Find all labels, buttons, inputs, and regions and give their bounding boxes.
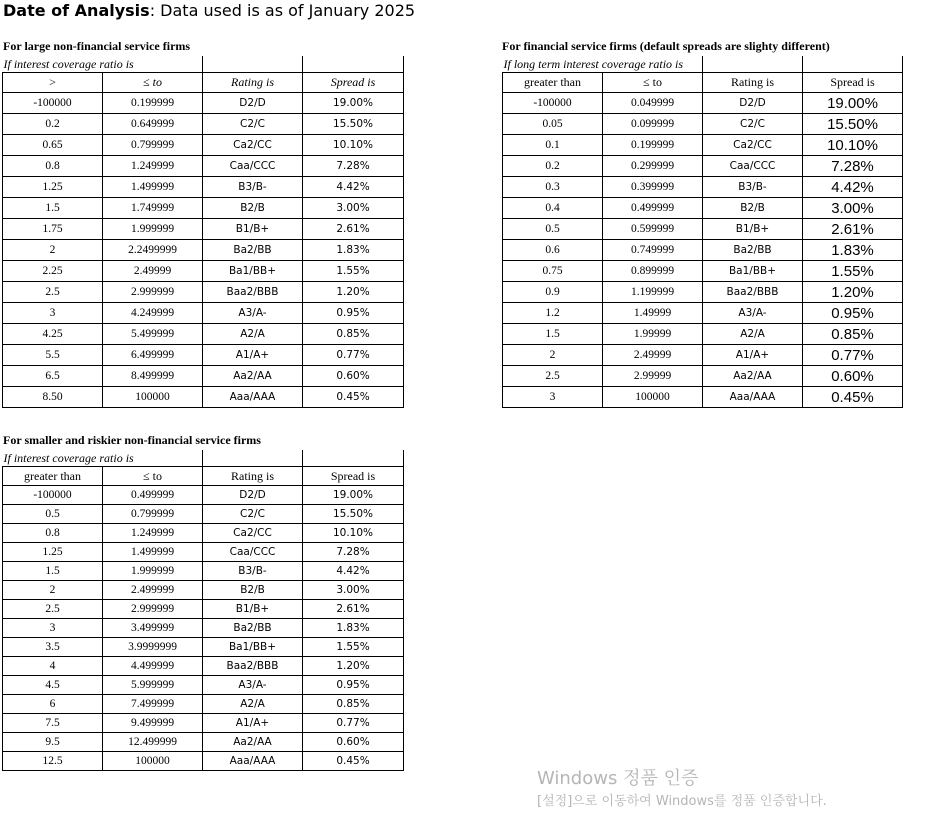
rating-cell: C2/C [703, 114, 803, 135]
upper-bound-cell: 0.199999 [103, 93, 203, 114]
table-row [503, 282, 903, 303]
lower-bound-cell: 1.5 [3, 562, 103, 581]
empty-cell [203, 450, 303, 467]
spread-cell: 0.95% [303, 303, 404, 324]
rating-header: Rating is [703, 73, 803, 93]
rating-cell: A3/A- [203, 676, 303, 695]
lower-bound-cell: -100000 [3, 93, 103, 114]
rating-cell: A1/A+ [703, 345, 803, 366]
table-row [3, 387, 404, 408]
lower-bound-cell: 0.6 [503, 240, 603, 261]
lower-bound-cell: 7.5 [3, 714, 103, 733]
rating-cell: Caa/CCC [703, 156, 803, 177]
upper-bound-cell: 0.199999 [603, 135, 703, 156]
spread-cell: 1.55% [303, 261, 404, 282]
activation-watermark-title: Windows 정품 인증 [537, 768, 699, 789]
spread-cell: 1.20% [303, 657, 404, 676]
upper-bound-cell: 0.299999 [603, 156, 703, 177]
upper-bound-cell: 2.49999 [103, 261, 203, 282]
spread-header: Spread is [303, 467, 404, 486]
spread-cell: 0.60% [803, 366, 903, 387]
spread-cell: 2.61% [303, 219, 404, 240]
table-row [3, 114, 404, 135]
rating-cell: D2/D [703, 93, 803, 114]
upper-bound-cell: 1.499999 [103, 177, 203, 198]
lower-bound-cell: 1.75 [3, 219, 103, 240]
lower-bound-cell: 0.5 [503, 219, 603, 240]
spread-cell: 1.55% [303, 638, 404, 657]
table-subtitle: If long term interest coverage ratio is [503, 57, 684, 71]
analysis-date-label: Date of Analysis [3, 1, 150, 20]
spread-cell: 15.50% [303, 114, 404, 135]
table-row [3, 638, 404, 657]
rating-cell: Ca2/CC [203, 524, 303, 543]
rating-cell: Ba2/BB [203, 619, 303, 638]
upper-bound-header: ≤ to [603, 73, 703, 93]
table-row [3, 486, 404, 505]
rating-cell: Baa2/BBB [203, 657, 303, 676]
table-row [503, 324, 903, 345]
table-row [503, 114, 903, 135]
spread-cell: 1.83% [303, 619, 404, 638]
spread-cell: 7.28% [803, 156, 903, 177]
spread-cell: 1.55% [803, 261, 903, 282]
spread-cell: 0.45% [303, 387, 404, 408]
rating-cell: Aaa/AAA [203, 752, 303, 771]
upper-bound-cell: 1.49999 [603, 303, 703, 324]
smaller-firms-table [2, 450, 404, 771]
analysis-date-text: : Data used is as of January 2025 [149, 1, 416, 20]
rating-cell: A1/A+ [203, 714, 303, 733]
lower-bound-cell: 0.1 [503, 135, 603, 156]
lower-bound-cell: 1.2 [503, 303, 603, 324]
smaller-firms-title: For smaller and riskier non-financial service firms [3, 433, 261, 447]
subtitle-row [3, 56, 404, 73]
table-row [503, 177, 903, 198]
spread-cell: 0.85% [803, 324, 903, 345]
spread-cell: 7.28% [303, 543, 404, 562]
lower-bound-cell: 0.2 [3, 114, 103, 135]
spread-cell: 0.95% [303, 676, 404, 695]
financial-firms-table [502, 56, 903, 408]
rating-cell: A2/A [203, 324, 303, 345]
upper-bound-cell: 2.99999 [603, 366, 703, 387]
spread-cell: 19.00% [803, 93, 903, 114]
spread-cell: 4.42% [303, 177, 404, 198]
rating-cell: Ba2/BB [203, 240, 303, 261]
spread-cell: 0.95% [803, 303, 903, 324]
rating-cell: Caa/CCC [203, 156, 303, 177]
table-row [3, 282, 404, 303]
header-row [3, 73, 404, 93]
spread-cell: 0.77% [303, 714, 404, 733]
rating-cell: C2/C [203, 505, 303, 524]
upper-bound-cell: 1.749999 [103, 198, 203, 219]
table-row [3, 93, 404, 114]
upper-bound-cell: 8.499999 [103, 366, 203, 387]
rating-cell: B2/B [703, 198, 803, 219]
upper-bound-header: ≤ to [103, 73, 203, 93]
table-row [3, 600, 404, 619]
upper-bound-cell: 3.499999 [103, 619, 203, 638]
rating-cell: Aa2/AA [203, 733, 303, 752]
rating-cell: B3/B- [203, 177, 303, 198]
header-row [503, 73, 903, 93]
table-row [3, 156, 404, 177]
rating-cell: A3/A- [203, 303, 303, 324]
rating-cell: B3/B- [703, 177, 803, 198]
upper-bound-cell: 2.999999 [103, 600, 203, 619]
table-row [3, 543, 404, 562]
rating-cell: A3/A- [703, 303, 803, 324]
empty-cell [803, 56, 903, 73]
subtitle-row [503, 56, 903, 73]
spread-cell: 3.00% [303, 581, 404, 600]
spread-cell: 0.85% [303, 324, 404, 345]
spread-cell: 0.85% [303, 695, 404, 714]
lower-bound-cell: 0.8 [3, 156, 103, 177]
large-firms-table [2, 56, 404, 408]
rating-cell: D2/D [203, 93, 303, 114]
rating-cell: Aaa/AAA [703, 387, 803, 408]
upper-bound-cell: 0.799999 [103, 135, 203, 156]
table-row [503, 387, 903, 408]
upper-bound-cell: 1.999999 [103, 219, 203, 240]
lower-bound-cell: 6 [3, 695, 103, 714]
spread-cell: 10.10% [303, 524, 404, 543]
upper-bound-cell: 4.499999 [103, 657, 203, 676]
lower-bound-cell: 2.5 [3, 600, 103, 619]
lower-bound-cell: 3.5 [3, 638, 103, 657]
rating-cell: B3/B- [203, 562, 303, 581]
lower-bound-cell: 5.5 [3, 345, 103, 366]
upper-bound-cell: 0.649999 [103, 114, 203, 135]
lower-bound-cell: 1.5 [503, 324, 603, 345]
upper-bound-cell: 0.499999 [103, 486, 203, 505]
spread-cell: 1.83% [803, 240, 903, 261]
rating-cell: B2/B [203, 198, 303, 219]
upper-bound-cell: 5.999999 [103, 676, 203, 695]
upper-bound-cell: 4.249999 [103, 303, 203, 324]
upper-bound-cell: 0.049999 [603, 93, 703, 114]
lower-bound-cell: 0.3 [503, 177, 603, 198]
lower-bound-cell: 12.5 [3, 752, 103, 771]
spread-cell: 15.50% [303, 505, 404, 524]
spread-cell: 0.45% [303, 752, 404, 771]
upper-bound-cell: 1.499999 [103, 543, 203, 562]
table-row [3, 219, 404, 240]
upper-bound-cell: 12.499999 [103, 733, 203, 752]
spread-header: Spread is [303, 73, 404, 93]
table-row [503, 135, 903, 156]
rating-cell: Ba2/BB [703, 240, 803, 261]
rating-header: Rating is [203, 73, 303, 93]
lower-bound-header: greater than [3, 467, 103, 486]
lower-bound-cell: 2 [503, 345, 603, 366]
spread-cell: 19.00% [303, 486, 404, 505]
table-row [503, 345, 903, 366]
lower-bound-cell: 4 [3, 657, 103, 676]
empty-cell [303, 56, 404, 73]
rating-cell: Aa2/AA [703, 366, 803, 387]
table-row [503, 240, 903, 261]
lower-bound-header: greater than [503, 73, 603, 93]
rating-cell: C2/C [203, 114, 303, 135]
upper-bound-cell: 1.99999 [603, 324, 703, 345]
rating-cell: Ba1/BB+ [203, 638, 303, 657]
rating-cell: Baa2/BBB [203, 282, 303, 303]
lower-bound-cell: 0.5 [3, 505, 103, 524]
large-firms-title: For large non-financial service firms [3, 39, 191, 53]
subtitle-cell [3, 56, 134, 73]
table-row [503, 156, 903, 177]
spread-header: Spread is [803, 73, 903, 93]
lower-bound-header: > [3, 73, 103, 93]
lower-bound-cell: 4.5 [3, 676, 103, 695]
spread-cell: 0.60% [303, 366, 404, 387]
upper-bound-cell: 1.199999 [603, 282, 703, 303]
upper-bound-cell: 2.499999 [103, 581, 203, 600]
spread-cell: 3.00% [803, 198, 903, 219]
lower-bound-cell: 2.5 [503, 366, 603, 387]
table-row [3, 240, 404, 261]
upper-bound-cell: 1.249999 [103, 156, 203, 177]
rating-cell: A2/A [703, 324, 803, 345]
table-row [3, 695, 404, 714]
upper-bound-cell: 9.499999 [103, 714, 203, 733]
table-row [3, 562, 404, 581]
upper-bound-cell: 6.499999 [103, 345, 203, 366]
upper-bound-cell: 3.9999999 [103, 638, 203, 657]
table-row [503, 198, 903, 219]
table-subtitle: If interest coverage ratio is [3, 451, 134, 465]
spread-cell: 4.42% [803, 177, 903, 198]
table-row [503, 219, 903, 240]
rating-cell: D2/D [203, 486, 303, 505]
table-row [3, 135, 404, 156]
upper-bound-cell: 5.499999 [103, 324, 203, 345]
empty-cell [703, 56, 803, 73]
rating-cell: A2/A [203, 695, 303, 714]
table-row [503, 303, 903, 324]
lower-bound-cell: 2.25 [3, 261, 103, 282]
spread-cell: 7.28% [303, 156, 404, 177]
lower-bound-cell: 1.5 [3, 198, 103, 219]
upper-bound-cell: 0.899999 [603, 261, 703, 282]
lower-bound-cell: 0.4 [503, 198, 603, 219]
lower-bound-cell: 2 [3, 581, 103, 600]
lower-bound-cell: 2 [3, 240, 103, 261]
lower-bound-cell: 4.25 [3, 324, 103, 345]
upper-bound-cell: 100000 [603, 387, 703, 408]
rating-cell: Ca2/CC [203, 135, 303, 156]
rating-cell: Ca2/CC [703, 135, 803, 156]
lower-bound-cell: 0.65 [3, 135, 103, 156]
rating-cell: Baa2/BBB [703, 282, 803, 303]
subtitle-row [3, 450, 404, 467]
rating-cell: Aa2/AA [203, 366, 303, 387]
upper-bound-cell: 1.249999 [103, 524, 203, 543]
upper-bound-header: ≤ to [103, 467, 203, 486]
table-row [3, 733, 404, 752]
table-row [3, 524, 404, 543]
table-row [3, 198, 404, 219]
upper-bound-cell: 2.2499999 [103, 240, 203, 261]
lower-bound-cell: 0.8 [3, 524, 103, 543]
rating-cell: Caa/CCC [203, 543, 303, 562]
upper-bound-cell: 100000 [103, 752, 203, 771]
lower-bound-cell: -100000 [3, 486, 103, 505]
rating-cell: Ba1/BB+ [203, 261, 303, 282]
spread-cell: 1.20% [803, 282, 903, 303]
rating-cell: Aaa/AAA [203, 387, 303, 408]
table-row [503, 93, 903, 114]
lower-bound-cell: 3 [503, 387, 603, 408]
empty-cell [203, 56, 303, 73]
upper-bound-cell: 7.499999 [103, 695, 203, 714]
financial-firms-title: For financial service firms (default spreads are slighty different) [502, 39, 830, 53]
lower-bound-cell: 0.75 [503, 261, 603, 282]
table-row [503, 261, 903, 282]
upper-bound-cell: 1.999999 [103, 562, 203, 581]
spread-cell: 10.10% [803, 135, 903, 156]
rating-cell: A1/A+ [203, 345, 303, 366]
empty-cell [303, 450, 404, 467]
table-row [3, 619, 404, 638]
rating-cell: B1/B+ [203, 600, 303, 619]
lower-bound-cell: 0.2 [503, 156, 603, 177]
table-row [3, 581, 404, 600]
spread-cell: 1.20% [303, 282, 404, 303]
spread-cell: 0.77% [803, 345, 903, 366]
upper-bound-cell: 0.099999 [603, 114, 703, 135]
rating-cell: Ba1/BB+ [703, 261, 803, 282]
subtitle-cell [503, 56, 684, 73]
table-row [3, 177, 404, 198]
lower-bound-cell: 1.25 [3, 177, 103, 198]
table-subtitle: If interest coverage ratio is [3, 57, 134, 71]
spread-cell: 0.77% [303, 345, 404, 366]
spread-cell: 2.61% [803, 219, 903, 240]
upper-bound-cell: 2.999999 [103, 282, 203, 303]
spread-cell: 1.83% [303, 240, 404, 261]
lower-bound-cell: -100000 [503, 93, 603, 114]
spread-cell: 0.60% [303, 733, 404, 752]
upper-bound-cell: 0.499999 [603, 198, 703, 219]
upper-bound-cell: 100000 [103, 387, 203, 408]
lower-bound-cell: 3 [3, 303, 103, 324]
upper-bound-cell: 0.599999 [603, 219, 703, 240]
table-row [3, 324, 404, 345]
table-row [3, 676, 404, 695]
lower-bound-cell: 3 [3, 619, 103, 638]
table-row [3, 657, 404, 676]
table-row [503, 366, 903, 387]
table-row [3, 752, 404, 771]
lower-bound-cell: 1.25 [3, 543, 103, 562]
table-row [3, 303, 404, 324]
lower-bound-cell: 6.5 [3, 366, 103, 387]
table-row [3, 714, 404, 733]
rating-cell: B1/B+ [203, 219, 303, 240]
rating-cell: B1/B+ [703, 219, 803, 240]
spread-cell: 0.45% [803, 387, 903, 408]
rating-header: Rating is [203, 467, 303, 486]
spread-cell: 3.00% [303, 198, 404, 219]
table-row [3, 345, 404, 366]
lower-bound-cell: 0.9 [503, 282, 603, 303]
rating-cell: B2/B [203, 581, 303, 600]
upper-bound-cell: 0.749999 [603, 240, 703, 261]
activation-watermark-text: [설정]으로 이동하여 Windows를 정품 인증합니다. [537, 794, 827, 809]
upper-bound-cell: 0.799999 [103, 505, 203, 524]
table-row [3, 366, 404, 387]
spread-cell: 19.00% [303, 93, 404, 114]
lower-bound-cell: 0.05 [503, 114, 603, 135]
lower-bound-cell: 9.5 [3, 733, 103, 752]
table-row [3, 261, 404, 282]
lower-bound-cell: 2.5 [3, 282, 103, 303]
spread-cell: 15.50% [803, 114, 903, 135]
analysis-date-header [3, 1, 415, 20]
spread-cell: 2.61% [303, 600, 404, 619]
upper-bound-cell: 2.49999 [603, 345, 703, 366]
header-row [3, 467, 404, 486]
table-row [3, 505, 404, 524]
subtitle-cell [3, 450, 134, 467]
upper-bound-cell: 0.399999 [603, 177, 703, 198]
lower-bound-cell: 8.50 [3, 387, 103, 408]
spread-cell: 10.10% [303, 135, 404, 156]
spread-cell: 4.42% [303, 562, 404, 581]
